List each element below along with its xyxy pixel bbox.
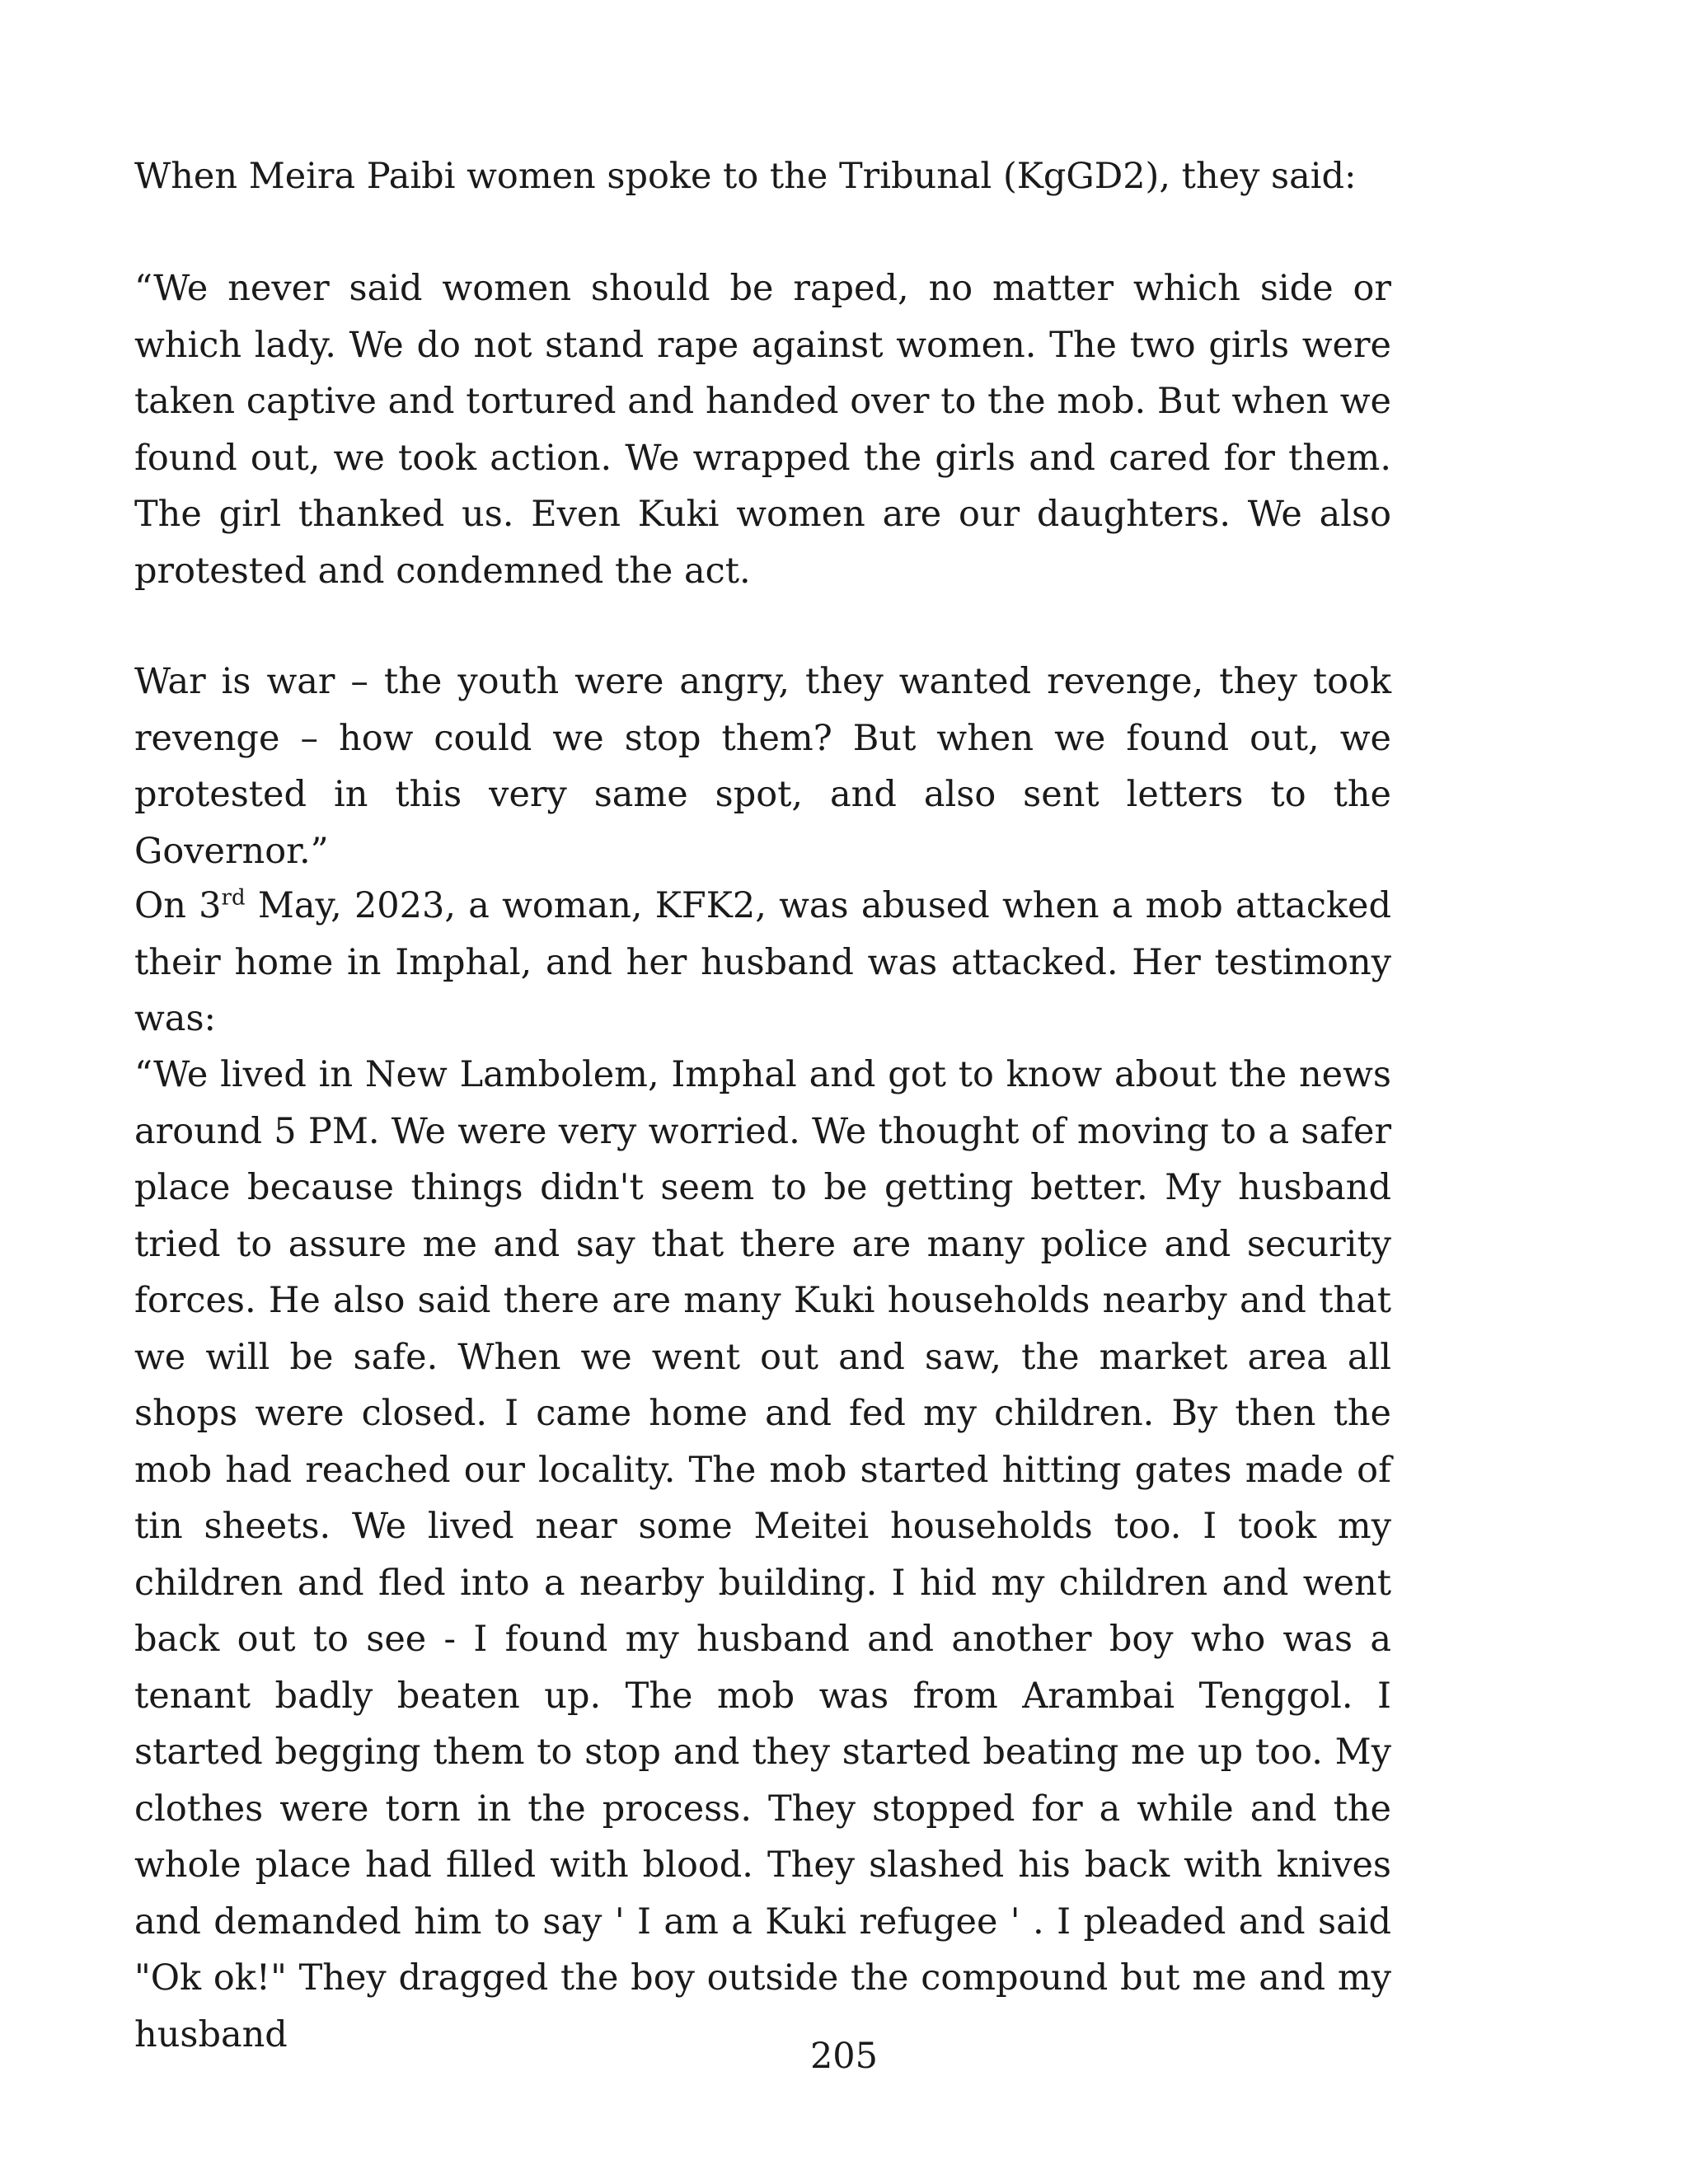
paragraph-intro-meira-paibi: When Meira Paibi women spoke to the Tribunal (KgGD2), they said: [134,156,1357,197]
paragraph-meira-paibi-quote: “We never said women should be raped, no matter which side or which lady. We do not stand rape against women. The two girls were taken captive and tortured and handed over to the mob. But when we found out, we took action. We wrapped the girls and cared for them. The girl thanked us. Even Kuki women are our daughters. We also protested and condemned the act. [134,268,1391,592]
paragraph-kfk2-testimony: “We lived in New Lambolem, Imphal and got to know about the news around 5 PM. We were very worried. We thought of moving to a safer place because things didn't seem to be getting better. My husband tried to assure me and say that there are many police and security forces. He also said there are many Kuki households nearby and that we will be safe. When we went out and saw, the market area all shops were closed. I came home and fed my children. By then the mob had reached our locality. The mob started hitting gates made of tin sheets. We lived near some Meitei households too. I took my children and fled into a nearby building. I hid my children and went back out to see - I found my husband and another boy who was a tenant badly beaten up. The mob was from Arambai Tenggol. I started begging them to stop and they started beating me up too. My clothes were torn in the process. They stopped for a while and the whole place had filled with blood. They slashed his back with knives and demanded him to say ' I am a Kuki refugee ' . I pleaded and said "Ok ok!" They dragged the boy outside the compound but me and my husband [134,1054,1391,2055]
paragraph-kfk2-intro [134,878,1391,1047]
p4-text-end: May, 2023, a woman, KFK2, was abused when a mob attacked their home in Imphal, and her husband was attacked. Her testimony was: [134,885,1391,1039]
paragraph-war-is-war: War is war – the youth were angry, they wanted revenge, they took revenge – how could we stop them? But when we found out, we protested in this very same spot, and also sent letters to the Governor.” [134,661,1391,872]
ordinal-superscript: rd [221,885,246,911]
page-number: 205 [809,2036,879,2077]
p4-text-start: On 3 [134,885,222,926]
